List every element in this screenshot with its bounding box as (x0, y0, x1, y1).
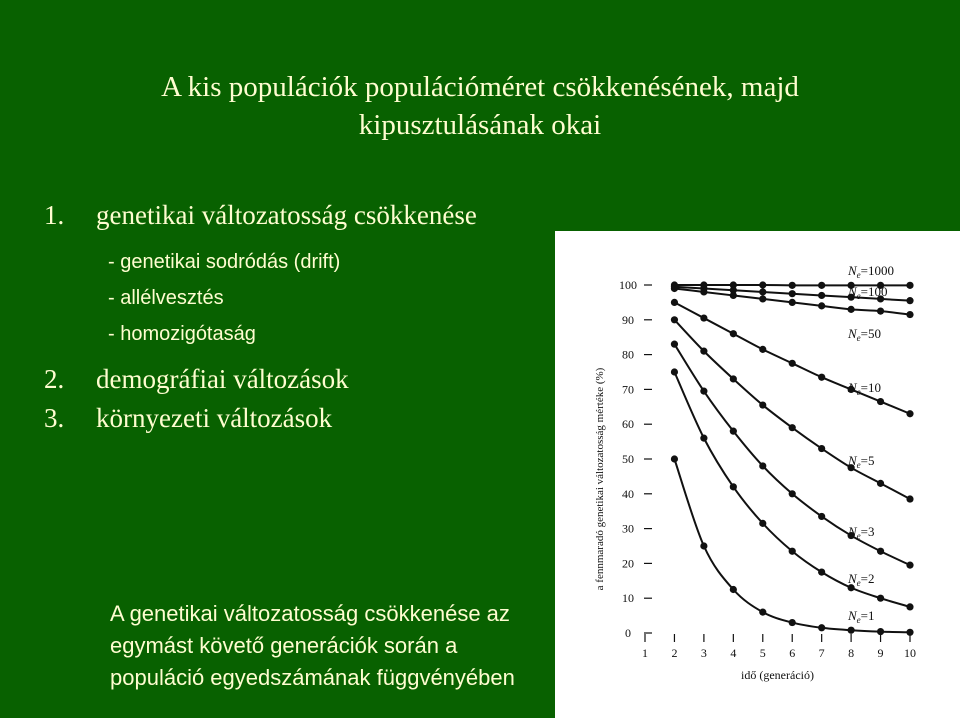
data-point (730, 330, 737, 337)
data-point (906, 410, 913, 417)
data-point (759, 288, 766, 295)
data-point (700, 542, 707, 549)
y-tick-label: 90 (622, 312, 634, 327)
x-axis-label: idő (generáció) (741, 668, 814, 682)
data-point (789, 299, 796, 306)
data-point (906, 282, 913, 289)
data-point (818, 513, 825, 520)
data-point (848, 627, 855, 634)
data-point (759, 609, 766, 616)
x-tick-label: 1 (642, 646, 648, 660)
x-tick-label: 3 (700, 646, 707, 660)
data-point (759, 401, 766, 408)
data-point (818, 569, 825, 576)
outline-subitem-drift: - genetikai sodródás (drift) (108, 251, 341, 273)
series-label-ne-100: $N_e=100$ (848, 284, 888, 301)
caption-line-3: populáció egyedszámának függvényében (110, 665, 515, 690)
y-tick-label: 70 (622, 382, 634, 397)
data-point (818, 624, 825, 631)
y-tick-label: 50 (622, 452, 634, 466)
outline-item-number: 1. (44, 200, 65, 230)
data-point (789, 619, 796, 626)
data-point (848, 306, 855, 313)
series-label-ne-2: $N_e=2$ (848, 571, 875, 588)
data-point (671, 455, 678, 462)
y-tick-label: 30 (622, 521, 634, 536)
data-point (671, 368, 678, 375)
data-point (700, 314, 707, 321)
data-point (730, 428, 737, 435)
series-label-ne-5: $N_e=5$ (848, 453, 875, 470)
data-point (906, 562, 913, 569)
outline-item-label: genetikai változatosság csökkenése (96, 200, 477, 230)
series-line-ne-5 (674, 320, 910, 499)
x-tick-label: 6 (789, 646, 796, 660)
outline-item-2 (44, 364, 349, 395)
data-point (789, 290, 796, 297)
series-line-ne-2 (674, 372, 910, 607)
data-point (877, 595, 884, 602)
data-point (818, 302, 825, 309)
x-tick-label: 4 (730, 646, 737, 660)
data-point (671, 299, 678, 306)
outline-item-label: demográfiai változások (96, 364, 349, 394)
data-point (700, 435, 707, 442)
y-tick-label: 20 (622, 556, 634, 571)
y-tick-label: 10 (622, 591, 634, 606)
data-point (700, 388, 707, 395)
y-axis-label: a fennmaradó genetikai változatosság mértéke (%) (594, 367, 606, 591)
x-tick-label: 10 (904, 646, 916, 660)
y-tick-label: 0 (625, 626, 631, 640)
data-point (877, 398, 884, 405)
y-tick-label: 80 (622, 347, 634, 362)
slide-title (0, 68, 960, 144)
chart-caption (110, 598, 555, 694)
data-point (700, 288, 707, 295)
outline-subitem-homozygosity: - homozigótaság (108, 323, 256, 345)
y-tick-label: 100 (619, 278, 637, 292)
data-point (671, 341, 678, 348)
outline-item-number: 3. (44, 403, 65, 433)
outline-item-label: környezeti változások (96, 403, 333, 433)
outline-subitem-allele-loss: - allélvesztés (108, 287, 224, 309)
data-point (730, 292, 737, 299)
data-point (700, 348, 707, 355)
y-tick-label: 40 (622, 486, 634, 501)
data-point (759, 295, 766, 302)
data-point (877, 308, 884, 315)
data-point (789, 424, 796, 431)
caption-line-1: A genetikai változatosság csökkenése az (110, 601, 510, 626)
series-line-ne-3 (674, 344, 910, 565)
data-point (818, 282, 825, 289)
data-point (906, 629, 913, 636)
genetic-diversity-chart (555, 231, 960, 718)
data-point (906, 603, 913, 610)
chart-panel (555, 231, 960, 718)
data-point (877, 480, 884, 487)
data-point (789, 282, 796, 289)
data-point (759, 462, 766, 469)
data-point (789, 360, 796, 367)
data-point (818, 445, 825, 452)
slide-title-line-2: kipusztulásának okai (358, 109, 602, 141)
data-point (759, 520, 766, 527)
outline-item-number: 2. (44, 364, 65, 394)
data-point (730, 586, 737, 593)
data-point (818, 292, 825, 299)
x-tick-label: 5 (759, 646, 766, 660)
data-point (759, 346, 766, 353)
data-point (818, 374, 825, 381)
data-point (906, 297, 913, 304)
x-tick-label: 8 (848, 646, 855, 660)
caption-line-2: egymást követő generációk során a (110, 633, 458, 658)
series-label-ne-10: $N_e=10$ (848, 380, 882, 397)
outline-item-3 (44, 403, 332, 434)
data-point (877, 548, 884, 555)
data-point (789, 490, 796, 497)
data-point (671, 316, 678, 323)
series-label-ne-1000: $N_e=1000$ (848, 263, 895, 280)
series-label-ne-1: $N_e=1$ (848, 608, 875, 625)
data-point (671, 285, 678, 292)
data-point (877, 628, 884, 635)
slide-title-line-1: A kis populációk populációméret csökkenésének, majd (161, 71, 799, 103)
data-point (730, 483, 737, 490)
outline-item-1 (44, 200, 477, 231)
data-point (906, 495, 913, 502)
x-tick-label: 7 (818, 646, 825, 660)
x-tick-label: 9 (877, 646, 884, 660)
series-line-ne-1 (674, 459, 910, 632)
x-tick-label: 2 (671, 646, 678, 660)
data-point (789, 548, 796, 555)
data-point (906, 311, 913, 318)
series-label-ne-3: $N_e=3$ (848, 524, 875, 541)
y-tick-label: 60 (622, 417, 634, 432)
series-label-ne-50: $N_e=50$ (848, 326, 882, 343)
data-point (730, 375, 737, 382)
data-point (759, 281, 766, 288)
